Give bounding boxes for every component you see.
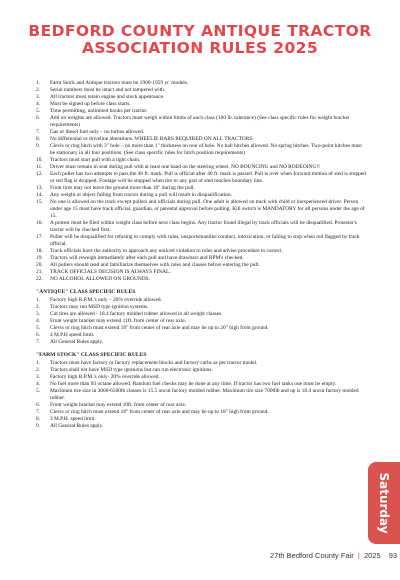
rule-text: Factory high R.P.M.'s only- 20% override allowed. (50, 374, 160, 380)
rule-number: 13. (36, 185, 43, 191)
rule-item (36, 143, 366, 157)
rule-item (36, 262, 366, 269)
rule-text: Front weight bracket may extend 10ft. from center of rear axle. (50, 402, 187, 408)
rule-text: Each puller has two attempts to pass the 40 ft. mark. Pull is official after 40 ft. mark is passed. Pull is over when forward motion of sled is stopped or red flag is dropped. Footage will be stopped when tire or any part of sled touches boundary line. (50, 171, 366, 184)
rule-number: 7. (36, 129, 41, 135)
rule-text: No differential or driveline alterations. WHEELIE BARS REQUIRED ON ALL TRACTORS. (50, 136, 254, 142)
rule-text: Tractors must have factory or factory replacement blocks and factory carbs as per tractor model. (50, 360, 258, 366)
rule-item (36, 129, 366, 136)
rule-text: Clevis or ring hitch with 3" hole – no more than 1" thickness on rear of hole. No ball hitches allowed. No spring hitches. Two-point hitches must be stationary in all four positions. (See class specific rules for hitch position requirements) (50, 143, 362, 156)
rule-number: 8. (36, 136, 41, 142)
rule-text: No fuel more than 93 octane allowed. Random fuel checks may be done at any time. If tractor has two fuel tanks one must be empty. (50, 381, 337, 387)
rule-item (36, 269, 366, 276)
rule-number: 11. (36, 164, 43, 170)
rule-text: Front weight bracket may extend 11ft. from center of rear axle. (50, 318, 187, 324)
rule-text: 3 M.P.H. speed limit. (50, 416, 96, 422)
rule-text: Cut tires are allowed - 18.4 factory molded rubber allowed in all weight classes. (50, 311, 223, 317)
rule-text: Any weight or object falling from tractor during a pull will result in disqualification. (50, 192, 233, 198)
rule-text: TRACK OFFICIALS DECISION IS ALWAYS FINAL. (50, 269, 171, 275)
rule-item (36, 332, 366, 339)
rule-text: All General Rules apply. (50, 339, 104, 345)
rule-number: 17. (36, 234, 43, 240)
page-number: 93 (388, 551, 398, 560)
rule-text: All tractors must retain engine and stock appearance. (50, 94, 165, 100)
rule-item (36, 220, 366, 234)
rule-number: 6. (36, 402, 41, 408)
rule-item (36, 234, 366, 248)
rules-content (36, 80, 366, 430)
rule-number: 10. (36, 157, 43, 163)
rule-number: 8. (36, 416, 41, 422)
rule-item (36, 339, 366, 346)
rule-number: 22. (36, 276, 43, 282)
rule-number: 2. (36, 367, 41, 373)
rule-text: NO ALCOHOL ALLOWED ON GROUNDS. (50, 276, 150, 282)
rule-number: 18. (36, 248, 43, 254)
section-tab (368, 462, 400, 544)
rule-item (36, 115, 366, 129)
rule-number: 3. (36, 311, 41, 317)
rule-item (36, 311, 366, 318)
rule-number: 4. (36, 101, 41, 107)
rule-item (36, 94, 366, 101)
rule-text: Maximum tire size in 3000-6500lb classes is 15.5 uncut factory molded rubber. Maximum tire size 7000lb and up is 18.4 uncut factory molded rubber. (50, 388, 359, 401)
rule-number: 2. (36, 304, 41, 310)
rule-text: No one is allowed on the track except pullers and officials during pull. One adult is allowed on track with child or inexperienced driver. Person under age 15 must have track official, guardian, or parental approval before pulling. Kill switch is MANDATORY for all persons under the age of 15. (50, 199, 365, 219)
rule-number: 14. (36, 192, 43, 198)
rule-item (36, 185, 366, 192)
rule-item (36, 101, 366, 108)
rule-text: Driver must remain in seat during pull with at least one hand on the steering wheel. NO BOUNCING and NO RODEOING!! (50, 164, 320, 170)
rule-number: 1. (36, 360, 41, 366)
rule-number: 5. (36, 388, 41, 394)
title-line-2: ASSOCIATION RULES 2025 (81, 39, 319, 57)
tab-label: Saturday (377, 472, 391, 534)
general-rules-list (36, 80, 366, 283)
rule-text: A protest must be filed within weight class before next class begins. Any tractor found illegal by track officials will be disqualified. Protestor's tractor will be checked first. (50, 220, 357, 233)
rule-text: Clevis or ring hitch must extend 18" from center of rear axle and may be up to 20" high from ground. (50, 325, 269, 331)
rule-number: 6. (36, 115, 41, 121)
title-line-1: BEDFORD COUNTY ANTIQUE TRACTOR (28, 22, 372, 40)
rule-number: 21. (36, 269, 43, 275)
rule-number: 7. (36, 339, 41, 345)
rule-number: 7. (36, 409, 41, 415)
rule-item (36, 136, 366, 143)
rule-item (36, 402, 366, 409)
rule-item (36, 360, 366, 367)
page-footer (270, 551, 398, 560)
rule-item (36, 87, 366, 94)
farm-stock-rules-heading: "FARM STOCK" CLASS SPECIFIC RULES (36, 352, 147, 358)
rule-item (36, 164, 366, 171)
rule-number: 1. (36, 80, 41, 86)
rule-item (36, 416, 366, 423)
footer-year: 2025 (363, 551, 381, 560)
page-title (0, 23, 400, 57)
rule-number: 4. (36, 381, 41, 387)
rule-text: Track officials have the authority to approach any noticed violation to rules and advise procedure to correct. (50, 248, 283, 254)
rule-number: 15. (36, 199, 43, 205)
rule-number: 3. (36, 94, 41, 100)
rule-number: 12. (36, 171, 43, 177)
rule-item (36, 374, 366, 381)
rule-text: Tractors must start pull with a tight chain. (50, 157, 141, 163)
rule-number: 16. (36, 220, 43, 226)
rule-number: 4. (36, 318, 41, 324)
rule-text: Factory high R.P.M.'s only – 20% override allowed. (50, 297, 162, 303)
rule-item (36, 171, 366, 185)
rule-number: 6. (36, 332, 41, 338)
rule-item (36, 325, 366, 332)
rule-number: 9. (36, 423, 41, 429)
rule-text: Clevis or ring hitch must extend 18" from center of rear axle and may be up to 18" high from ground. (50, 409, 269, 415)
rule-item (36, 248, 366, 255)
rule-item (36, 276, 366, 283)
rule-number: 19. (36, 255, 43, 261)
rule-text: Add on weights are allowed. Tractors must weigh within limits of each class (100 lb. tolerance) (See class specific rules for weight bracket requirements) (50, 115, 350, 128)
rule-item (36, 297, 366, 304)
rule-text: Time permitting, unlimited hooks per tractor. (50, 108, 148, 114)
rule-item (36, 255, 366, 262)
rule-item (36, 381, 366, 388)
rule-text: Serial numbers must be intact and not tampered with. (50, 87, 166, 93)
rule-number: 5. (36, 108, 41, 114)
rule-item (36, 108, 366, 115)
rule-item (36, 157, 366, 164)
rule-number: 5. (36, 325, 41, 331)
rule-text: 4 M.P.H speed limit. (50, 332, 95, 338)
rule-item (36, 318, 366, 325)
rule-number: 9. (36, 143, 41, 149)
footer-event: 27th Bedford County Fair (270, 551, 354, 560)
rule-number: 1. (36, 297, 41, 303)
rule-text: Gas or diesel fuel only – no turbos allowed. (50, 129, 145, 135)
rule-text: Puller will be disqualified for refusing to comply with rules, unsportsmanlike conduct, intoxication, or failing to stop when red flagged by track official. (50, 234, 360, 247)
rule-item (36, 304, 366, 311)
rule-item (36, 367, 366, 374)
rule-text: Must be signed up before class starts. (50, 101, 131, 107)
rule-item (36, 409, 366, 416)
rule-text: All General Rules apply. (50, 423, 104, 429)
rule-number: 2. (36, 87, 41, 93)
rule-text: All pullers should read and familiarize themselves with rules and classes before entering the pull. (50, 262, 260, 268)
rule-item (36, 388, 366, 402)
rule-number: 3. (36, 374, 41, 380)
rule-number: 20. (36, 262, 43, 268)
rule-text: Farm Stock and Antique tractors must be 1900-1959 yr. models. (50, 80, 189, 86)
rule-text: Tractors will reweigh immediately after each pull and have drawbars and RPM's checked. (50, 255, 244, 261)
rule-item (36, 192, 366, 199)
rule-text: Tractors may run MSD type ignition systems. (50, 304, 149, 310)
antique-rules-list (36, 297, 366, 346)
rule-text: Front tires may not leave the ground more than 18" during the pull. (50, 185, 195, 191)
rule-item (36, 80, 366, 87)
rule-text: Tractors shall not have MSD type ignitions but can run electronic ignitions. (50, 367, 213, 373)
farm-stock-rules-list (36, 360, 366, 430)
antique-rules-heading: "ANTIQUE" CLASS SPECIFIC RULES (36, 289, 136, 295)
footer-separator: | (357, 551, 360, 560)
rule-item (36, 423, 366, 430)
rule-item (36, 199, 366, 220)
